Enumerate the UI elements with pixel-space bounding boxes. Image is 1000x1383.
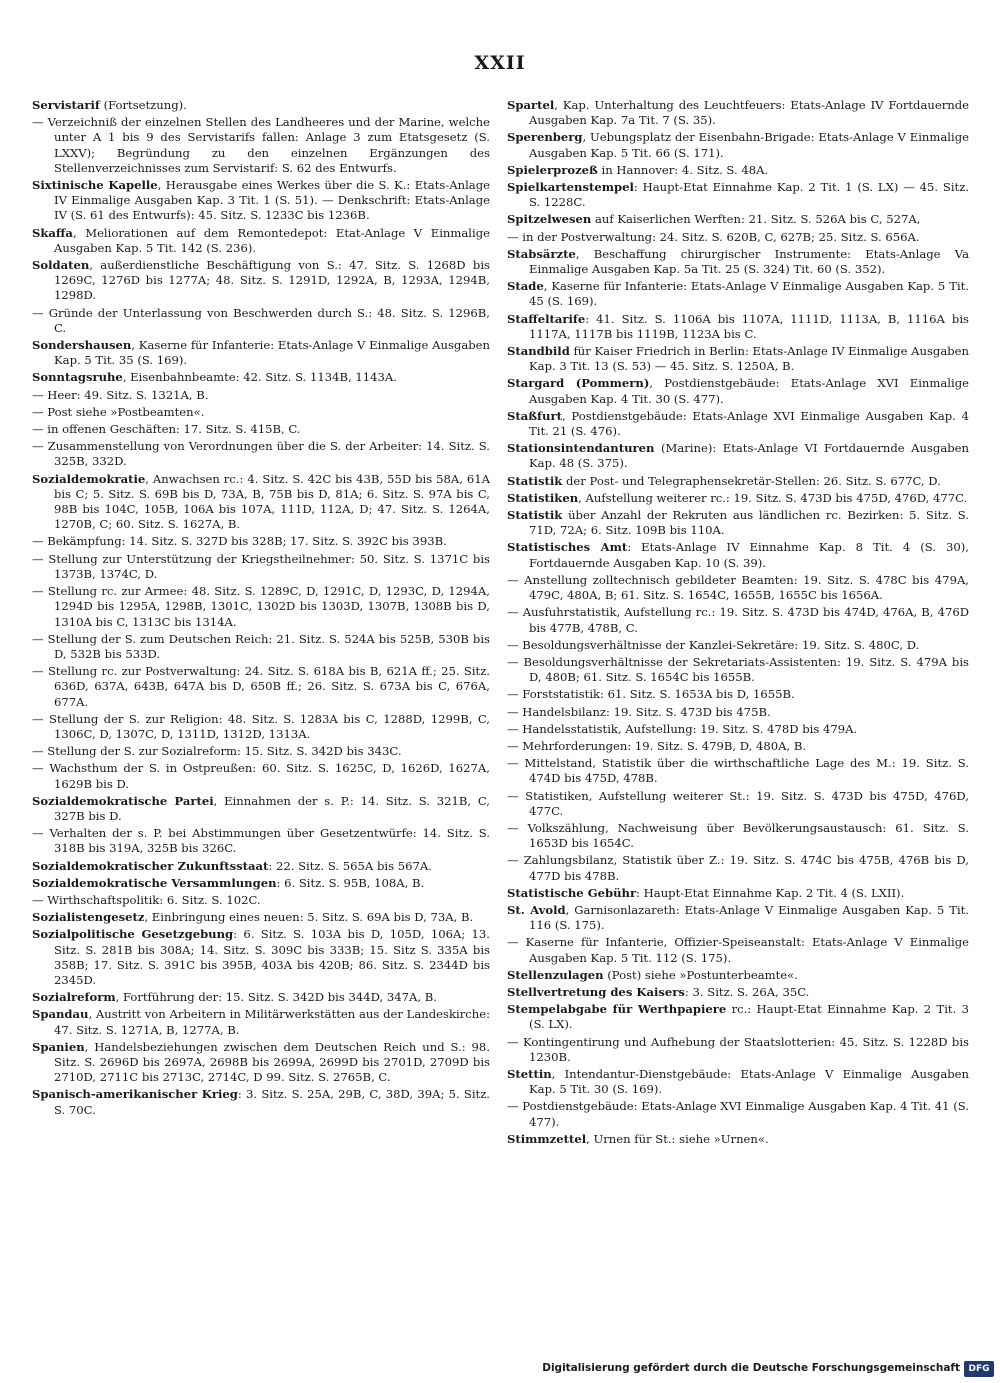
index-entry — [507, 1002, 969, 1032]
page-number: XXII — [474, 52, 526, 74]
entry-text: — Postdienstgebäude: Etats-Anlage XVI Einmalige Ausgaben Kap. 4 Tit. 41 (S. 477). — [507, 1099, 969, 1129]
entry-heading: Sozialdemokratische Partei — [32, 793, 214, 808]
entry-text: : Etats-Anlage IV Einnahme Kap. 8 Tit. 4 (S. 30), Fortdauernde Ausgaben Kap. 10 (S. 39). — [529, 540, 969, 570]
entry-heading: Statistische Gebühr — [507, 885, 637, 900]
entry-text: — Zahlungsbilanz, Statistik über Z.: 19. Sitz. S. 474C bis 475B, 476B bis D, 477D bis 478B. — [507, 853, 969, 883]
index-entry — [507, 605, 969, 635]
index-entry — [507, 98, 969, 128]
entry-text: , Einbringung eines neuen: 5. Sitz. S. 69A bis D, 73A, B. — [144, 910, 474, 925]
index-entry — [32, 712, 490, 742]
index-entry — [32, 927, 490, 988]
index-entry — [32, 306, 490, 336]
entry-text: , Austritt von Arbeitern in Militärwerkstätten aus der Landeskirche: 47. Sitz. S. 1271A, B, 1277A, B. — [54, 1007, 490, 1037]
index-entry — [507, 789, 969, 819]
entry-text: : Haupt-Etat Einnahme Kap. 2 Tit. 4 (S. LXII). — [636, 885, 905, 900]
entry-text: , Urnen für St.: siehe »Urnen«. — [586, 1131, 769, 1146]
entry-heading: Spandau — [32, 1007, 89, 1022]
index-entry — [507, 903, 969, 933]
index-entry — [32, 910, 490, 925]
dfg-logo: DFG — [964, 1361, 994, 1377]
index-entry — [32, 794, 490, 824]
entry-heading: Skaffa — [32, 225, 73, 240]
entry-heading: Stempelabgabe für Werthpapiere — [507, 1002, 727, 1017]
entry-text: : Haupt-Etat Einnahme Kap. 2 Tit. 1 (S. LX) — 45. Sitz. S. 1228C. — [529, 180, 969, 210]
entry-heading: Statistiken — [507, 490, 579, 505]
index-entry — [32, 761, 490, 791]
entry-text: — Mehrforderungen: 19. Sitz. S. 479B, D, 480A, B. — [507, 738, 807, 753]
index-entry — [32, 405, 490, 420]
entry-heading: Sozialistengesetz — [32, 910, 145, 925]
entry-heading: Sozialdemokratischer Zukunftsstaat — [32, 858, 269, 873]
entry-text: , Fortführung der: 15. Sitz. S. 342D bis 344D, 347A, B. — [115, 990, 437, 1005]
entry-heading: Stellvertretung des Kaisers — [507, 984, 685, 999]
entry-heading: Servistarif — [32, 98, 100, 112]
entry-text: , Aufstellung weiterer rc.: 19. Sitz. S. 473D bis 475D, 476D, 477C. — [578, 490, 968, 505]
index-entry — [507, 655, 969, 685]
entry-text: , außerdienstliche Beschäftigung von S.: 47. Sitz. S. 1268D bis 1269C, 1276D bis 1277A; 48. Sitz. S. 1291D, 1292A, B, 1293A, 1294B, 1298D. — [54, 258, 490, 303]
index-entry — [507, 441, 969, 471]
entry-text: : 3. Sitz. S. 26A, 35C. — [684, 984, 810, 999]
entry-text: — Kontingentirung und Aufhebung der Staatslotterien: 45. Sitz. S. 1228D bis 1230B. — [507, 1034, 969, 1064]
index-entry — [32, 439, 490, 469]
entry-text: , Anwachsen rc.: 4. Sitz. S. 42C bis 43B, 55D bis 58A, 61A bis C; 5. Sitz. S. 69B bis D, 73A, B, 75B bis D, 81A; 6. Sitz. S. 97A bis C, 98B bis 104C, 105B, 106A bis 107A, 111D, 112A, D; 47. Sitz. S. 1264A, 1270B, C; 60. Sitz. S. 1627A, B. — [54, 471, 490, 532]
index-entry — [32, 115, 490, 176]
entry-text: , Kaserne für Infanterie: Etats-Anlage V Einmalige Ausgaben Kap. 5 Tit. 35 (S. 169). — [54, 338, 490, 368]
index-entry — [32, 388, 490, 403]
entry-text: — Stellung der S. zum Deutschen Reich: 21. Sitz. S. 524A bis 525B, 530B bis D, 532B bis 533D. — [32, 631, 490, 661]
entry-text: — Post siehe »Postbeamten«. — [32, 404, 205, 419]
entry-text: — Zusammenstellung von Verordnungen über die S. der Arbeiter: 14. Sitz. S. 325B, 332D. — [32, 439, 490, 469]
index-entry — [507, 508, 969, 538]
index-entry — [32, 584, 490, 630]
entry-text: — Mittelstand, Statistik über die wirthschaftliche Lage des M.: 19. Sitz. S. 474D bis 475D, 478B. — [507, 756, 969, 786]
index-entry — [32, 1007, 490, 1037]
entry-heading: Sozialpolitische Gesetzgebung — [32, 927, 234, 942]
index-entry — [507, 1099, 969, 1129]
entry-text: über Anzahl der Rekruten aus ländlichen rc. Bezirken: 5. Sitz. S. 71D, 72A; 6. Sitz. 109B bis 110A. — [529, 508, 969, 538]
entry-text: — Wachsthum der S. in Ostpreußen: 60. Sitz. S. 1625C, D, 1626D, 1627A, 1629B bis D. — [32, 761, 490, 791]
entry-text: , Postdienstgebäude: Etats-Anlage XVI Einmalige Ausgaben Kap. 4 Tit. 30 (S. 477). — [529, 376, 970, 406]
entry-text: in Hannover: 4. Sitz. S. 48A. — [597, 162, 769, 177]
entry-heading: Staffeltarife — [507, 311, 586, 326]
entry-heading: Sozialreform — [32, 990, 116, 1005]
entry-text: — Forststatistik: 61. Sitz. S. 1653A bis D, 1655B. — [507, 687, 795, 702]
index-entry — [507, 573, 969, 603]
entry-heading: Sondershausen — [32, 338, 132, 353]
entry-text: der Post- und Telegraphensekretär-Stellen: 26. Sitz. S. 677C, D. — [562, 473, 941, 488]
index-entry — [507, 409, 969, 439]
index-entry — [32, 534, 490, 549]
entry-heading: Stabsärzte — [507, 246, 576, 261]
index-entry — [32, 826, 490, 856]
index-entry — [32, 370, 490, 385]
entry-heading: Spanisch-amerikanischer Krieg — [32, 1087, 238, 1102]
index-entry — [507, 638, 969, 653]
entry-text: — Handelsbilanz: 19. Sitz. S. 473D bis 475B. — [507, 704, 771, 719]
index-entry — [507, 344, 969, 374]
index-entry — [32, 98, 490, 113]
entry-heading: St. Avold — [507, 902, 566, 917]
entry-text: — Stellung zur Unterstützung der Kriegstheilnehmer: 50. Sitz. S. 1371C bis 1373B, 1374C, D. — [32, 551, 490, 581]
index-entry — [507, 212, 969, 227]
entry-text: (Fortsetzung). — [99, 98, 187, 112]
entry-text: — Besoldungsverhältnisse der Kanzlei-Sekretäre: 19. Sitz. S. 480C, D. — [507, 637, 920, 652]
entry-heading: Stettin — [507, 1066, 552, 1081]
entry-text: — Ausfuhrstatistik, Aufstellung rc.: 19. Sitz. S. 473D bis 474D, 476A, B, 476D bis 477B, 478B, C. — [507, 605, 969, 635]
index-entry — [507, 376, 969, 406]
index-entry — [507, 163, 969, 178]
entry-heading: Staßfurt — [507, 408, 562, 423]
index-entry — [507, 1067, 969, 1097]
index-entry — [507, 279, 969, 309]
entry-heading: Standbild — [507, 344, 570, 359]
entry-heading: Stade — [507, 279, 544, 294]
entry-text: — Kaserne für Infanterie, Offizier-Speiseanstalt: Etats-Anlage V Einmalige Ausgaben Kap. 5 Tit. 112 (S. 175). — [507, 935, 969, 965]
entry-text: rc.: Haupt-Etat Einnahme Kap. 2 Tit. 3 (S. LX). — [529, 1002, 969, 1032]
index-entry — [507, 985, 969, 1000]
entry-heading: Spielkartenstempel — [507, 180, 634, 195]
index-entry — [507, 853, 969, 883]
index-entry — [32, 744, 490, 759]
entry-text: — Besoldungsverhältnisse der Sekretariats-Assistenten: 19. Sitz. S. 479A bis D, 480B; 61. Sitz. S. 1654C bis 1655B. — [507, 654, 969, 685]
entry-text: , Herausgabe eines Werkes über die S. K.: Etats-Anlage IV Einmalige Ausgaben Kap. 3 Tit. 1 (S. 51). — Denkschrift: Etats-Anlage IV (S. 61 des Entwurfs): 45. Sitz. S. 1233C bis 1236B. — [54, 178, 490, 223]
index-entry — [507, 540, 969, 570]
entry-text: — Stellung rc. zur Postverwaltung: 24. Sitz. S. 618A bis B, 621A ff.; 25. Sitz. 636D, 637A, 643B, 647A bis D, 650B ff.; 26. Sitz. S. 673A bis C, 676A, 677A. — [32, 664, 490, 709]
entry-heading: Spartel — [507, 98, 555, 112]
index-entry — [507, 230, 969, 245]
index-entry — [32, 338, 490, 368]
funding-note: Digitalisierung gefördert durch die Deutsche Forschungsgemeinschaft — [542, 1362, 960, 1374]
index-column-left — [32, 98, 490, 1120]
entry-heading: Stationsintendanturen — [507, 441, 655, 456]
index-entry — [507, 312, 969, 342]
entry-text: : 22. Sitz. S. 565A bis 567A. — [268, 858, 432, 873]
entry-text: , Beschaffung chirurgischer Instrumente: Etats-Anlage Va Einmalige Ausgaben Kap. 5a Tit. 25 (S. 324) Tit. 60 (S. 352). — [529, 246, 969, 277]
entry-text: (Post) siehe »Postunterbeamte«. — [603, 967, 798, 982]
entry-heading: Sozialdemokratie — [32, 471, 146, 486]
entry-heading: Spitzelwesen — [507, 212, 592, 227]
index-entry — [32, 178, 490, 224]
entry-heading: Spanien — [32, 1039, 85, 1054]
entry-text: : 41. Sitz. S. 1106A bis 1107A, 1111D, 1113A, B, 1116A bis 1117A, 1117B bis 1119B, 1123A bis C. — [529, 311, 969, 341]
entry-text: — Handelsstatistik, Aufstellung: 19. Sitz. S. 478D bis 479A. — [507, 721, 858, 736]
entry-heading: Stimmzettel — [507, 1131, 587, 1146]
index-entry — [32, 422, 490, 437]
entry-text: , Kap. Unterhaltung des Leuchtfeuers: Etats-Anlage IV Fortdauernde Ausgaben Kap. 7a Tit. 7 (S. 35). — [529, 98, 969, 128]
index-entry — [507, 180, 969, 210]
index-entry — [507, 687, 969, 702]
entry-text: — Stellung der S. zur Sozialreform: 15. Sitz. S. 342D bis 343C. — [32, 744, 402, 759]
index-column-right — [507, 98, 969, 1149]
index-entry — [507, 821, 969, 851]
entry-text: — Gründe der Unterlassung von Beschwerden durch S.: 48. Sitz. S. 1296B, C. — [32, 305, 490, 335]
entry-heading: Sonntagsruhe — [32, 370, 123, 385]
index-entry — [507, 130, 969, 160]
index-entry — [507, 739, 969, 754]
entry-text: — Bekämpfung: 14. Sitz. S. 327D bis 328B; 17. Sitz. S. 392C bis 393B. — [32, 534, 447, 549]
entry-text: , Intendantur-Dienstgebäude: Etats-Anlage V Einmalige Ausgaben Kap. 5 Tit. 30 (S. 169). — [529, 1066, 969, 1097]
index-entry — [507, 886, 969, 901]
entry-text: — Heer: 49. Sitz. S. 1321A, B. — [32, 387, 209, 402]
entry-heading: Statistik — [507, 508, 563, 523]
entry-text: : 6. Sitz. S. 95B, 108A, B. — [276, 875, 425, 890]
entry-text: , Kaserne für Infanterie: Etats-Anlage V Einmalige Ausgaben Kap. 5 Tit. 45 (S. 169). — [529, 279, 969, 309]
index-entry — [32, 1087, 490, 1117]
entry-heading: Stellenzulagen — [507, 967, 604, 982]
entry-text: — Verhalten der s. P. bei Abstimmungen über Gesetzentwürfe: 14. Sitz. S. 318B bis 319A, 325B bis 326C. — [32, 826, 490, 856]
entry-text: (Marine): Etats-Anlage VI Fortdauernde Ausgaben Kap. 48 (S. 375). — [529, 441, 969, 471]
index-entry — [507, 968, 969, 983]
entry-text: : 6. Sitz. S. 103A bis D, 105D, 106A; 13. Sitz. S. 281B bis 308A; 14. Sitz. S. 309C bis 333B; 15. Sitz S. 335A bis 358B; 17. Sitz. S. 391C bis 395B, 403A bis 420B; 86. Sitz. S. 2344D bis 2345D. — [54, 927, 490, 987]
entry-text: : 3. Sitz. S. 25A, 29B, C, 38D, 39A; 5. Sitz. S. 70C. — [54, 1087, 490, 1117]
index-entry — [507, 247, 969, 277]
entry-text: — in offenen Geschäften: 17. Sitz. S. 415B, C. — [32, 422, 301, 437]
index-entry — [32, 990, 490, 1005]
entry-text: , Meliorationen auf dem Remontedepot: Etat-Anlage V Einmalige Ausgaben Kap. 5 Tit. 142 (S. 236). — [54, 225, 490, 255]
index-entry — [507, 756, 969, 786]
entry-text: — Stellung der S. zur Religion: 48. Sitz. S. 1283A bis C, 1288D, 1299B, C, 1306C, D, 1307C, D, 1311D, 1312D, 1313A. — [32, 711, 490, 741]
entry-text: für Kaiser Friedrich in Berlin: Etats-Anlage IV Einmalige Ausgaben Kap. 3 Tit. 13 (S. 53) — 45. Sitz. S. 1250A, B. — [529, 344, 969, 374]
footer — [0, 1362, 1000, 1376]
entry-text: , Eisenbahnbeamte: 42. Sitz. S. 1134B, 1143A. — [122, 370, 397, 385]
index-entry — [32, 664, 490, 710]
entry-text: — Verzeichniß der einzelnen Stellen des Landheeres und der Marine, welche unter A 1 bis 9 des Servistarifs fallen: Anlage 3 zum Etatsgesetz (S. LXXV); Begründung zu den einzelnen Ergänzungen des Stellenverzeichnisses zum Servistarif: S. 62 des Entwurfs. — [32, 115, 490, 175]
entry-text: , Postdienstgebäude: Etats-Anlage XVI Einmalige Ausgaben Kap. 4 Tit. 21 (S. 476). — [529, 408, 969, 439]
entry-text: — in der Postverwaltung: 24. Sitz. S. 620B, C, 627B; 25. Sitz. S. 656A. — [507, 229, 920, 244]
entry-heading: Sozialdemokratische Versammlungen — [32, 875, 277, 890]
entry-text: — Stellung rc. zur Armee: 48. Sitz. S. 1289C, D, 1291C, D, 1293C, D, 1294A, 1294D bis 1295A, 1298B, 1301C, 1302D bis 1303D, 1307B, 1308B bis D, 1310A bis C, 1313C bis 1314A. — [32, 584, 490, 629]
entry-heading: Spielerprozeß — [507, 162, 598, 177]
entry-heading: Statistik — [507, 473, 563, 488]
entry-text: — Anstellung zolltechnisch gebildeter Beamten: 19. Sitz. S. 478C bis 479A, 479C, 480A, B; 61. Sitz. S. 1654C, 1655B, 1655C bis 1656A. — [507, 572, 969, 603]
index-entry — [507, 705, 969, 720]
index-entry — [32, 472, 490, 533]
index-entry — [507, 722, 969, 737]
index-entry — [507, 491, 969, 506]
entry-heading: Sixtinische Kapelle — [32, 178, 158, 193]
index-entry — [32, 226, 490, 256]
entry-text: , Handelsbeziehungen zwischen dem Deutschen Reich und S.: 98. Sitz. S. 2696D bis 2697A, 2698B bis 2699A, 2699D bis 2701D, 2709D bis 2710D, 2711C bis 2713C, 2714C, D 99. Sitz. S. 2765B, C. — [54, 1039, 490, 1085]
index-entry — [32, 258, 490, 304]
index-entry — [32, 632, 490, 662]
entry-heading: Sperenberg — [507, 130, 583, 145]
index-entry — [32, 1040, 490, 1086]
index-entry — [507, 1035, 969, 1065]
index-entry — [507, 1132, 969, 1147]
index-entry — [32, 893, 490, 908]
entry-text: , Einnahmen der s. P.: 14. Sitz. S. 321B, C, 327B bis D. — [54, 793, 490, 823]
index-entry — [32, 876, 490, 891]
entry-text: — Statistiken, Aufstellung weiterer St.: 19. Sitz. S. 473D bis 475D, 476D, 477C. — [507, 788, 969, 818]
entry-heading: Soldaten — [32, 258, 90, 273]
entry-text: — Wirthschaftspolitik: 6. Sitz. S. 102C. — [32, 892, 261, 907]
entry-heading: Stargard (Pommern) — [507, 376, 650, 391]
index-entry — [507, 935, 969, 965]
entry-text: — Volkszählung, Nachweisung über Bevölkerungsaustausch: 61. Sitz. S. 1653D bis 1654C. — [507, 820, 969, 851]
entry-text: auf Kaiserlichen Werften: 21. Sitz. S. 526A bis C, 527A, — [591, 212, 921, 227]
entry-text: , Garnisonlazareth: Etats-Anlage V Einmalige Ausgaben Kap. 5 Tit. 116 (S. 175). — [529, 902, 969, 933]
index-entry — [507, 474, 969, 489]
entry-text: , Uebungsplatz der Eisenbahn-Brigade: Etats-Anlage V Einmalige Ausgaben Kap. 5 Tit. 66 (S. 171). — [529, 130, 969, 160]
index-entry — [32, 859, 490, 874]
entry-heading: Statistisches Amt — [507, 540, 628, 555]
index-entry — [32, 552, 490, 582]
